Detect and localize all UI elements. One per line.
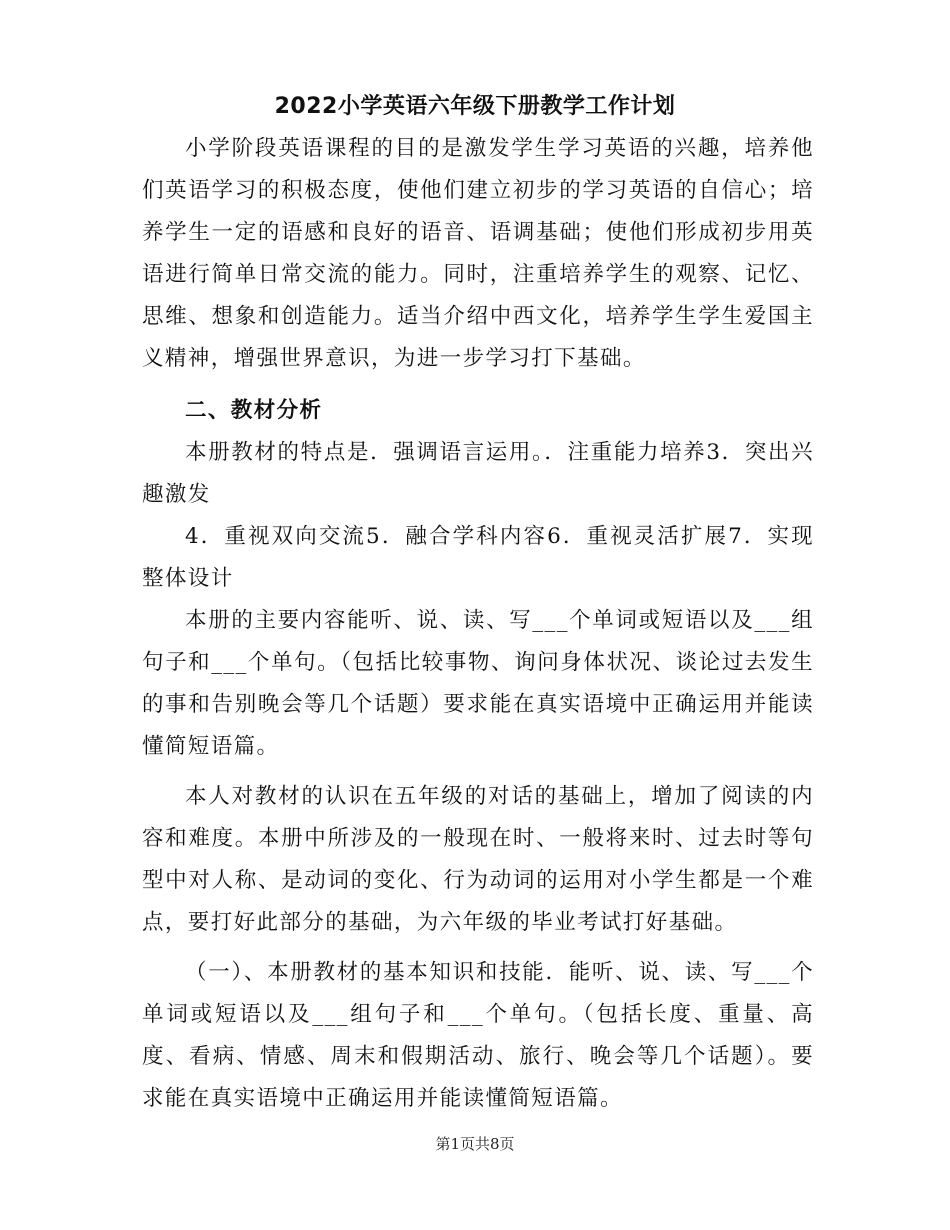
paragraph-knowledge-skills: （一）、本册教材的基本知识和技能．能听、说、读、写___个单词或短语以及___组句子和___个单句。（包括长度、重量、高度、看病、情感、周末和假期活动、旅行、晚会等几个话题）。要求能在真实语境中正确运用并能读懂简短语篇。 (142, 960, 814, 1111)
paragraph-features-2: 4．重视双向交流5．融合学科内容6．重视灵活扩展7．实现整体设计 (142, 524, 814, 591)
section-heading-textbook-analysis: 二、教材分析 (185, 398, 323, 423)
paragraph-main-content: 本册的主要内容能听、说、读、写___个单词或短语以及___组句子和___个单句。（包括比较事物、询问身体状况、谈论过去发生的事和告别晚会等几个话题）要求能在真实语境中正确运用并能读懂简短语篇。 (142, 608, 814, 759)
paragraph-understanding: 本人对教材的认识在五年级的对话的基础上，增加了阅读的内容和难度。本册中所涉及的一般现在时、一般将来时、过去时等句型中对人称、是动词的变化、行为动词的运用对小学生都是一个难点，要打好此部分的基础，为六年级的毕业考试打好基础。 (142, 784, 814, 935)
page-title: 2022小学英语六年级下册教学工作计划 (274, 94, 676, 119)
page-number: 第1页共8页 (435, 1135, 515, 1153)
paragraph-intro: 小学阶段英语课程的目的是激发学生学习英语的兴趣，培养他们英语学习的积极态度，使他们建立初步的学习英语的自信心；培养学生一定的语感和良好的语音、语调基础；使他们形成初步用英语进行简单日常交流的能力。同时，注重培养学生的观察、记忆、思维、想象和创造能力。适当介绍中西文化，培养学生学生爱国主义精神，增强世界意识，为进一步学习打下基础。 (142, 136, 814, 371)
paragraph-features-1: 本册教材的特点是．强调语言运用。．注重能力培养3．突出兴趣激发 (142, 440, 814, 507)
document-body (142, 128, 814, 1120)
